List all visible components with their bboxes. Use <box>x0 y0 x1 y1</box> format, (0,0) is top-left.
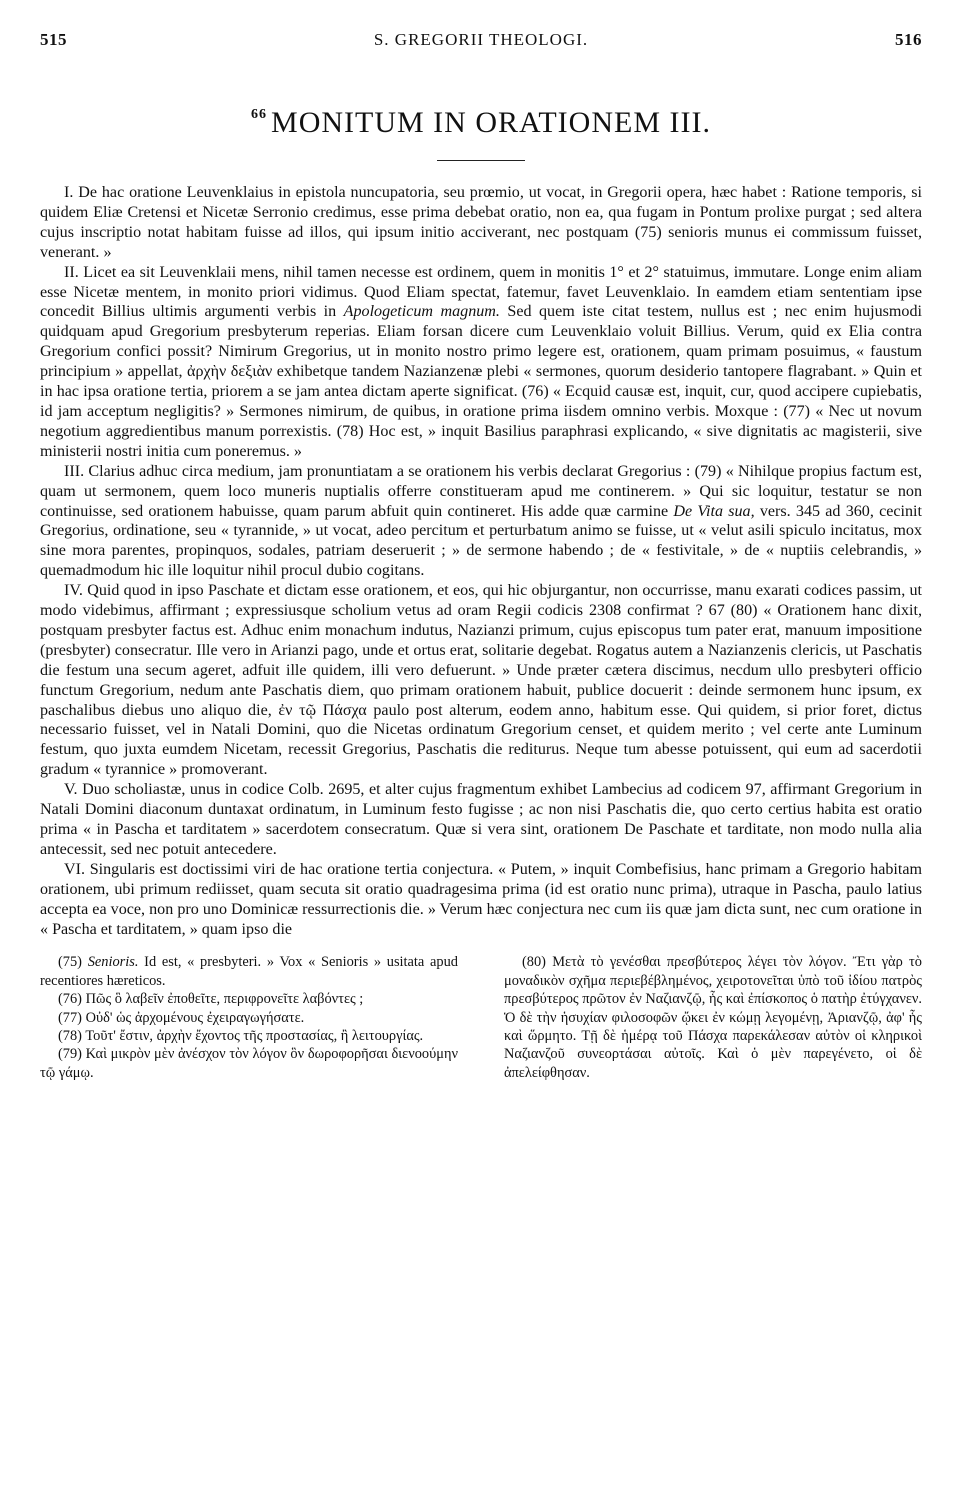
footnote-number: (76) <box>58 991 82 1008</box>
paragraph-3-italic: De Vita sua, <box>673 502 755 520</box>
paragraph-2 <box>40 263 922 462</box>
footnote-number: (75) <box>58 954 82 971</box>
paragraph-4-text: IV. Quid quod in ipso Paschate et dictam esse orationem, et eos, qui hic objurgantur, non occurrisse, manu exarati codices passim, ut modo videbimus, affirmant ; expressiusque scholium vetus ad oram Regii codicis 2308 confirmat ? 67 (80) « Orationem hanc dixit, postquam presbyter factus est. Adhuc enim monachum indutus, Nazianzi primum, cujus episcopus tum pater erat, manuum impositione (presbyter) consecratur. Ille vero in Arianzi pago, unde et ortus erat, solitarie degebat. Rogatus autem a Nazianzenis clericis, ut Paschatis die festum una secum ageret, adfuit ille quidem, illi vero defuerunt. » Unde præter cætera discimus, necdum ullo presbyteri officio functum Gregorium, nedum ante Paschatis diem, quo primam orationem habuit, publice docuerit : deinde sermonem hunc ipsum, ex paschalibus diebus uno aliquo die, ἐν τῷ Πάσχα paulo post alterum, eodem anno, habitum esse. Qui quidem, si prior foret, dictus necessario fuisset, vel in Natali Domini, quo die Nicetas ordinatum Gregorium censet, et quidem merito ; vel certe ante Luminum festum, quo juxta eumdem Nicetam, recessit Gregorius, Paschatis die rediturus. Neque tum abesse potuissent, qui eum ad sacerdotii gradum « tyrannice » promoverant. <box>40 582 922 779</box>
title-rule <box>437 160 525 161</box>
body-text <box>40 183 922 939</box>
footnote-number: (77) <box>58 1009 82 1026</box>
footnote <box>40 990 458 1008</box>
footnote-text: Id est, « presbyteri. » Vox « Senioris » usitata apud recentiores hæreticos. <box>40 954 458 989</box>
page <box>40 30 922 1082</box>
paragraph-5-text: V. Duo scholiastæ, unus in codice Colb. 2695, et alter cujus fragmentum exhibet Lambecius ad codicem 97, affirmant Gregorium in Natali Domini diaconum duntaxat ordinatum, in Luminum festo fugisse ; ac non nisi Paschatis die, quo certo certius habita est oratio prima « in Pascha et tarditatem » sacerdotem consecratum. Quæ si vera sint, orationem De Paschate et tarditate, non modo nulla alia antecessit, sed nec potuit antecedere. <box>40 781 922 858</box>
running-header <box>40 30 922 56</box>
footnotes <box>40 953 922 1082</box>
right-page-number: 516 <box>894 30 922 49</box>
footnote-text: Τοῦτ' ἔστιν, ἀρχὴν ἔχοντος τῆς προστασίας, ἢ λειτουργίας. <box>81 1028 424 1045</box>
footnote-text: Καὶ μικρὸν μὲν ἀνέσχον τὸν λόγον ὃν δωροφορῆσαι διενοούμην τῷ γάμῳ. <box>40 1046 458 1081</box>
footnote-number: (78) <box>58 1028 82 1045</box>
paragraph-6 <box>40 860 922 940</box>
paragraph-6-text: VI. Singularis est doctissimi viri de hac oratione tertia conjectura. « Putem, » inquit Combefisius, hanc primam a Gregorio habitam orationem, ubi primum rediisset, quam secuta sit oratio quadragesima prima (id est oratio nunc prima), utraque in Pascha, paulo latius accepta ea voce, non pro uno Dominicæ ressurrectionis die. » Verum hæc conjectura nec cum iis quæ jam dicta sunt, nec cum oratione in « Pascha et tarditatem, » quam ipso die <box>40 860 922 938</box>
footnote <box>40 1009 458 1027</box>
paragraph-2-text-a: II. Licet ea sit Leuvenklaii mens, nihil tamen necesse est ordinem, quem in monitis 1° et 2° statuimus, immutare. Longe enim aliam esse Nicetæ mentem, in monito priori vidimus. Quod Eliam spectat, fatemur, favet Leuvenklaio. In eamdem etiam sententiam ipse concedit Billius ultimis argumenti verbis in <box>40 263 922 321</box>
footnote <box>40 1027 458 1045</box>
footnote-number: (79) <box>58 1046 82 1063</box>
paragraph-5 <box>40 780 922 860</box>
section-number: 66 <box>251 107 268 122</box>
paragraph-4 <box>40 581 922 780</box>
footnote <box>504 953 922 1082</box>
paragraph-3 <box>40 462 922 581</box>
paragraph-2-text-b: Sed quem iste citat testem, nullus est ; nec enim hujusmodi quidquam apud Gregorium presbyterum reperias. Eliam forsan dicere cum Leuvenklaio voluit Billius. Verum, quid ex Elia contra Gregorium confici possit? Nimirum Gregorius, ut in monito nostro primo legere est, orationem, quam primam posuimus, « faustum principium » appellat, ἀρχὴν δεξιὰν exhibetque tandem Nazianzenæ plebi « sermones, quorum desiderio tantopere flagrabant. » Quin et in hac ipsa oratione tertia, priorem a se jam antea dictam aperte significat. (76) « Ecquid causæ est, inquit, cur, quod accipere cupiebatis, id jam acceptum negligitis? » Sermones nimirum, de quibus, in oratione prima iisdem omnino verbis. Moxque : (77) « Nec ut novum negotium aggredientibus manum porrexistis. (78) Hoc est, » inquit Basilius paraphrasi explicando, « sive dignitatis ac magisterii, sive ministerii nostri initia cum poneremus. » <box>40 303 922 460</box>
paragraph-1-text: I. De hac oratione Leuvenklaius in epistola nuncupatoria, seu prœmio, ut vocat, in Gregorii opera, hæc habet : Ratione temporis, si quidem Eliæ Cretensi et Nicetæ Serronio credimus, esse prima debebat oratio, non ea, qua fugam in Pontum prolixe purgat ; sed altera cujus inscriptio notat habitam fuisse ad illos, qui ipsum initio acciverant, nec postquam (75) senioris munus ei commissum fuisset, venerant. » <box>40 184 922 261</box>
footnote <box>40 1045 458 1082</box>
footnote-text: Πῶς ὃ λαβεῖν ἐποθεῖτε, περιφρονεῖτε λαβόντες ; <box>81 991 364 1008</box>
footnote-number: (80) <box>522 954 546 971</box>
paragraph-3-text-a: III. Clarius adhuc circa medium, jam pronuntiatam a se orationem his verbis declarat Gregorius : (79) « Nihilque propius factum est, quam ut sermonem, quem loco muneris nuptialis offerre constitueram apud me continerem. » Qui sic loquitur, testatur se non continuisse, sed orationem habuisse, quam parum abfuit quin contineret. His adde quæ carmine <box>40 462 922 520</box>
footnote <box>40 953 458 990</box>
paragraph-3-text-b: vers. 345 ad 360, cecinit Gregorius, ordinatione, seu « tyrannide, » ut vocat, adeo percitum et perturbatum animo se fuisse, ut « velut asili spiculo incitatus, mox sine mora parentes, propinquos, sodales, patriam deseruerit ; » de sermone habendo ; de « festivitale, » de « nuptiis celebrandis, » quemadmodum hic ille loquitur nihil procul dubio cogitans. <box>40 502 922 580</box>
paragraph-1 <box>40 183 922 263</box>
paragraph-2-italic: Apologeticum magnum. <box>343 303 500 321</box>
footnotes-right-column <box>504 953 922 1082</box>
footnote-text: Οὐδ' ὡς ἀρχομένους ἐχειραγωγήσατε. <box>81 1009 305 1026</box>
footnotes-left-column <box>40 953 458 1082</box>
running-title: S. GREGORII THEOLOGI. <box>373 30 589 49</box>
footnote-italic: Senioris. <box>87 954 139 971</box>
section-title-text: MONITUM IN ORATIONEM III. <box>271 106 711 139</box>
left-page-number: 515 <box>40 30 67 49</box>
section-title <box>40 106 922 140</box>
footnote-text: Μετὰ τὸ γενέσθαι πρεσβύτερος λέγει τὸν λόγον. Ἔτι γὰρ τὸ μοναδικὸν σχῆμα περιεβέβλημένος, χειροτονεῖται ὑπὸ τοῦ ἰδίου πατρὸς πρεσβύτερος πρῶτον ἐν Ναζιανζῷ, ἧς καὶ ἐπίσκοπος ὁ πατὴρ ἐτύγχανεν. Ὁ δὲ τὴν ἡσυχίαν φιλοσοφῶν ᾤκει ἐν κώμῃ λεγομένῃ, Ἀριανζῷ, ἀφ' ἧς καὶ ὥρμητο. Τῇ δὲ ἡμέρᾳ τοῦ Πάσχα παρεκάλεσαν αὐτὸν οἱ κληρικοὶ Ναζιανζοῦ συνεορτάσαι αὐτοῖς. Καὶ ὁ μὲν παρεγένετο, οἱ δὲ ἀπελείφθησαν. <box>504 954 922 1081</box>
